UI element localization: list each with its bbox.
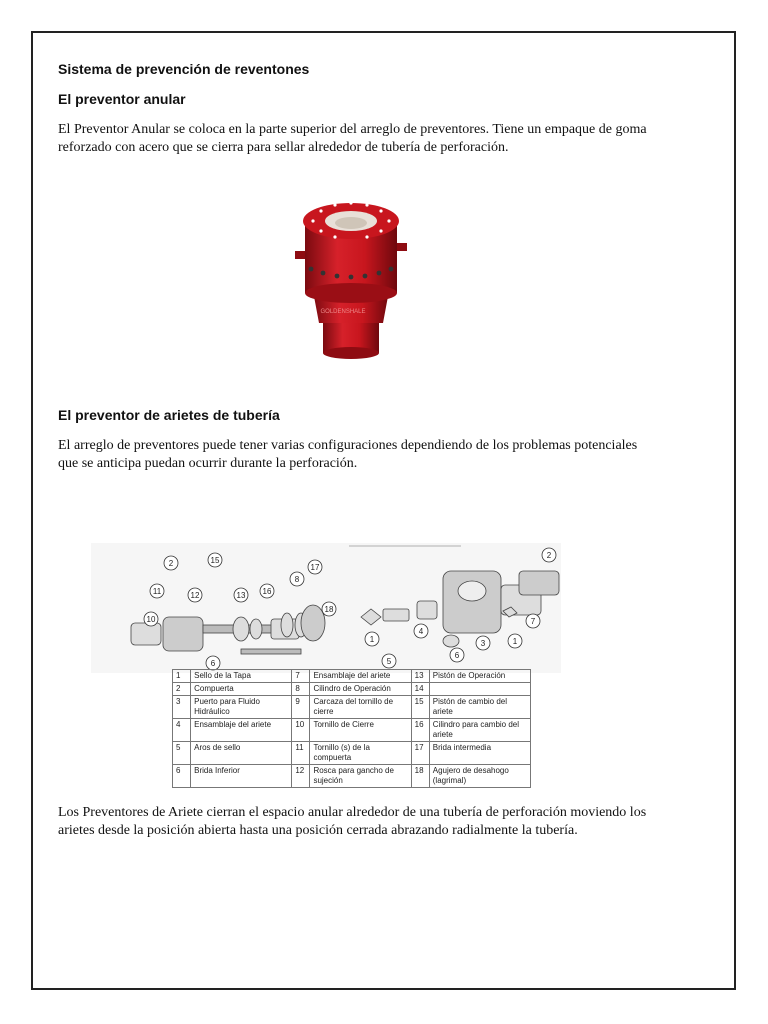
svg-text:8: 8 — [294, 575, 300, 584]
page-frame — [31, 31, 736, 990]
svg-text:17: 17 — [310, 563, 320, 572]
table-row: 2 Compuerta 8 Cilindro de Operación 14 — [173, 683, 531, 696]
svg-text:3: 3 — [480, 639, 486, 648]
svg-text:7: 7 — [530, 617, 536, 626]
table-row: 1 Sello de la Tapa 7 Ensamblaje del ariete 13 Pistón de Operación — [173, 670, 531, 683]
svg-text:12: 12 — [190, 591, 200, 600]
svg-text:10: 10 — [146, 615, 156, 624]
svg-text:2: 2 — [546, 551, 552, 560]
svg-text:6: 6 — [210, 659, 216, 668]
section-title-annular: El preventor anular — [58, 91, 186, 107]
svg-text:1: 1 — [512, 637, 518, 646]
svg-text:16: 16 — [262, 587, 272, 596]
svg-text:15: 15 — [210, 556, 220, 565]
table-row: 5 Aros de sello 11 Tornillo (s) de la compuerta 17 Brida intermedia — [173, 742, 531, 765]
svg-text:5: 5 — [386, 657, 392, 666]
ram-preventer-diagram — [91, 513, 561, 673]
annular-preventer-image — [283, 181, 419, 369]
svg-text:4: 4 — [418, 627, 424, 636]
svg-text:11: 11 — [152, 587, 162, 596]
document-heading: Sistema de prevención de reventones — [58, 61, 310, 77]
closing-paragraph: Los Preventores de Ariete cierran el espacio anular alrededor de una tubería de perforación moviendo los arietes desde la posición abierta hasta una posición cerrada abrazando radialmente la tubería. — [58, 805, 647, 838]
table-row: 4 Ensamblaje del ariete 10 Tornillo de Cierre 16 Cilindro para cambio del ariete — [173, 719, 531, 742]
table-row: 6 Brida Inferior 12 Rosca para gancho de sujeción 18 Agujero de desahogo (lagrimal) — [173, 765, 531, 788]
annular-paragraph: El Preventor Anular se coloca en la parte superior del arreglo de preventores. Tiene un empaque de goma reforzado con acero que se cierra para sellar alrededor de tubería de perforación. — [58, 122, 647, 155]
watermark-text: GOLDENSHALE — [320, 309, 366, 315]
svg-text:18: 18 — [324, 605, 334, 614]
svg-text:1: 1 — [369, 635, 375, 644]
ram-paragraph: El arreglo de preventores puede tener varias configuraciones dependiendo de los problemas potenciales que se anticipa puedan ocurrir durante la perforación. — [58, 438, 638, 471]
svg-text:6: 6 — [454, 651, 460, 660]
parts-legend-table — [172, 669, 531, 788]
table-row: 3 Puerto para Fluido Hidráulico 9 Carcaza del tornillo de cierre 15 Pistón de cambio del ariete — [173, 696, 531, 719]
section-title-ram: El preventor de arietes de tubería — [58, 407, 280, 423]
svg-text:2: 2 — [168, 559, 174, 568]
svg-text:13: 13 — [236, 591, 246, 600]
